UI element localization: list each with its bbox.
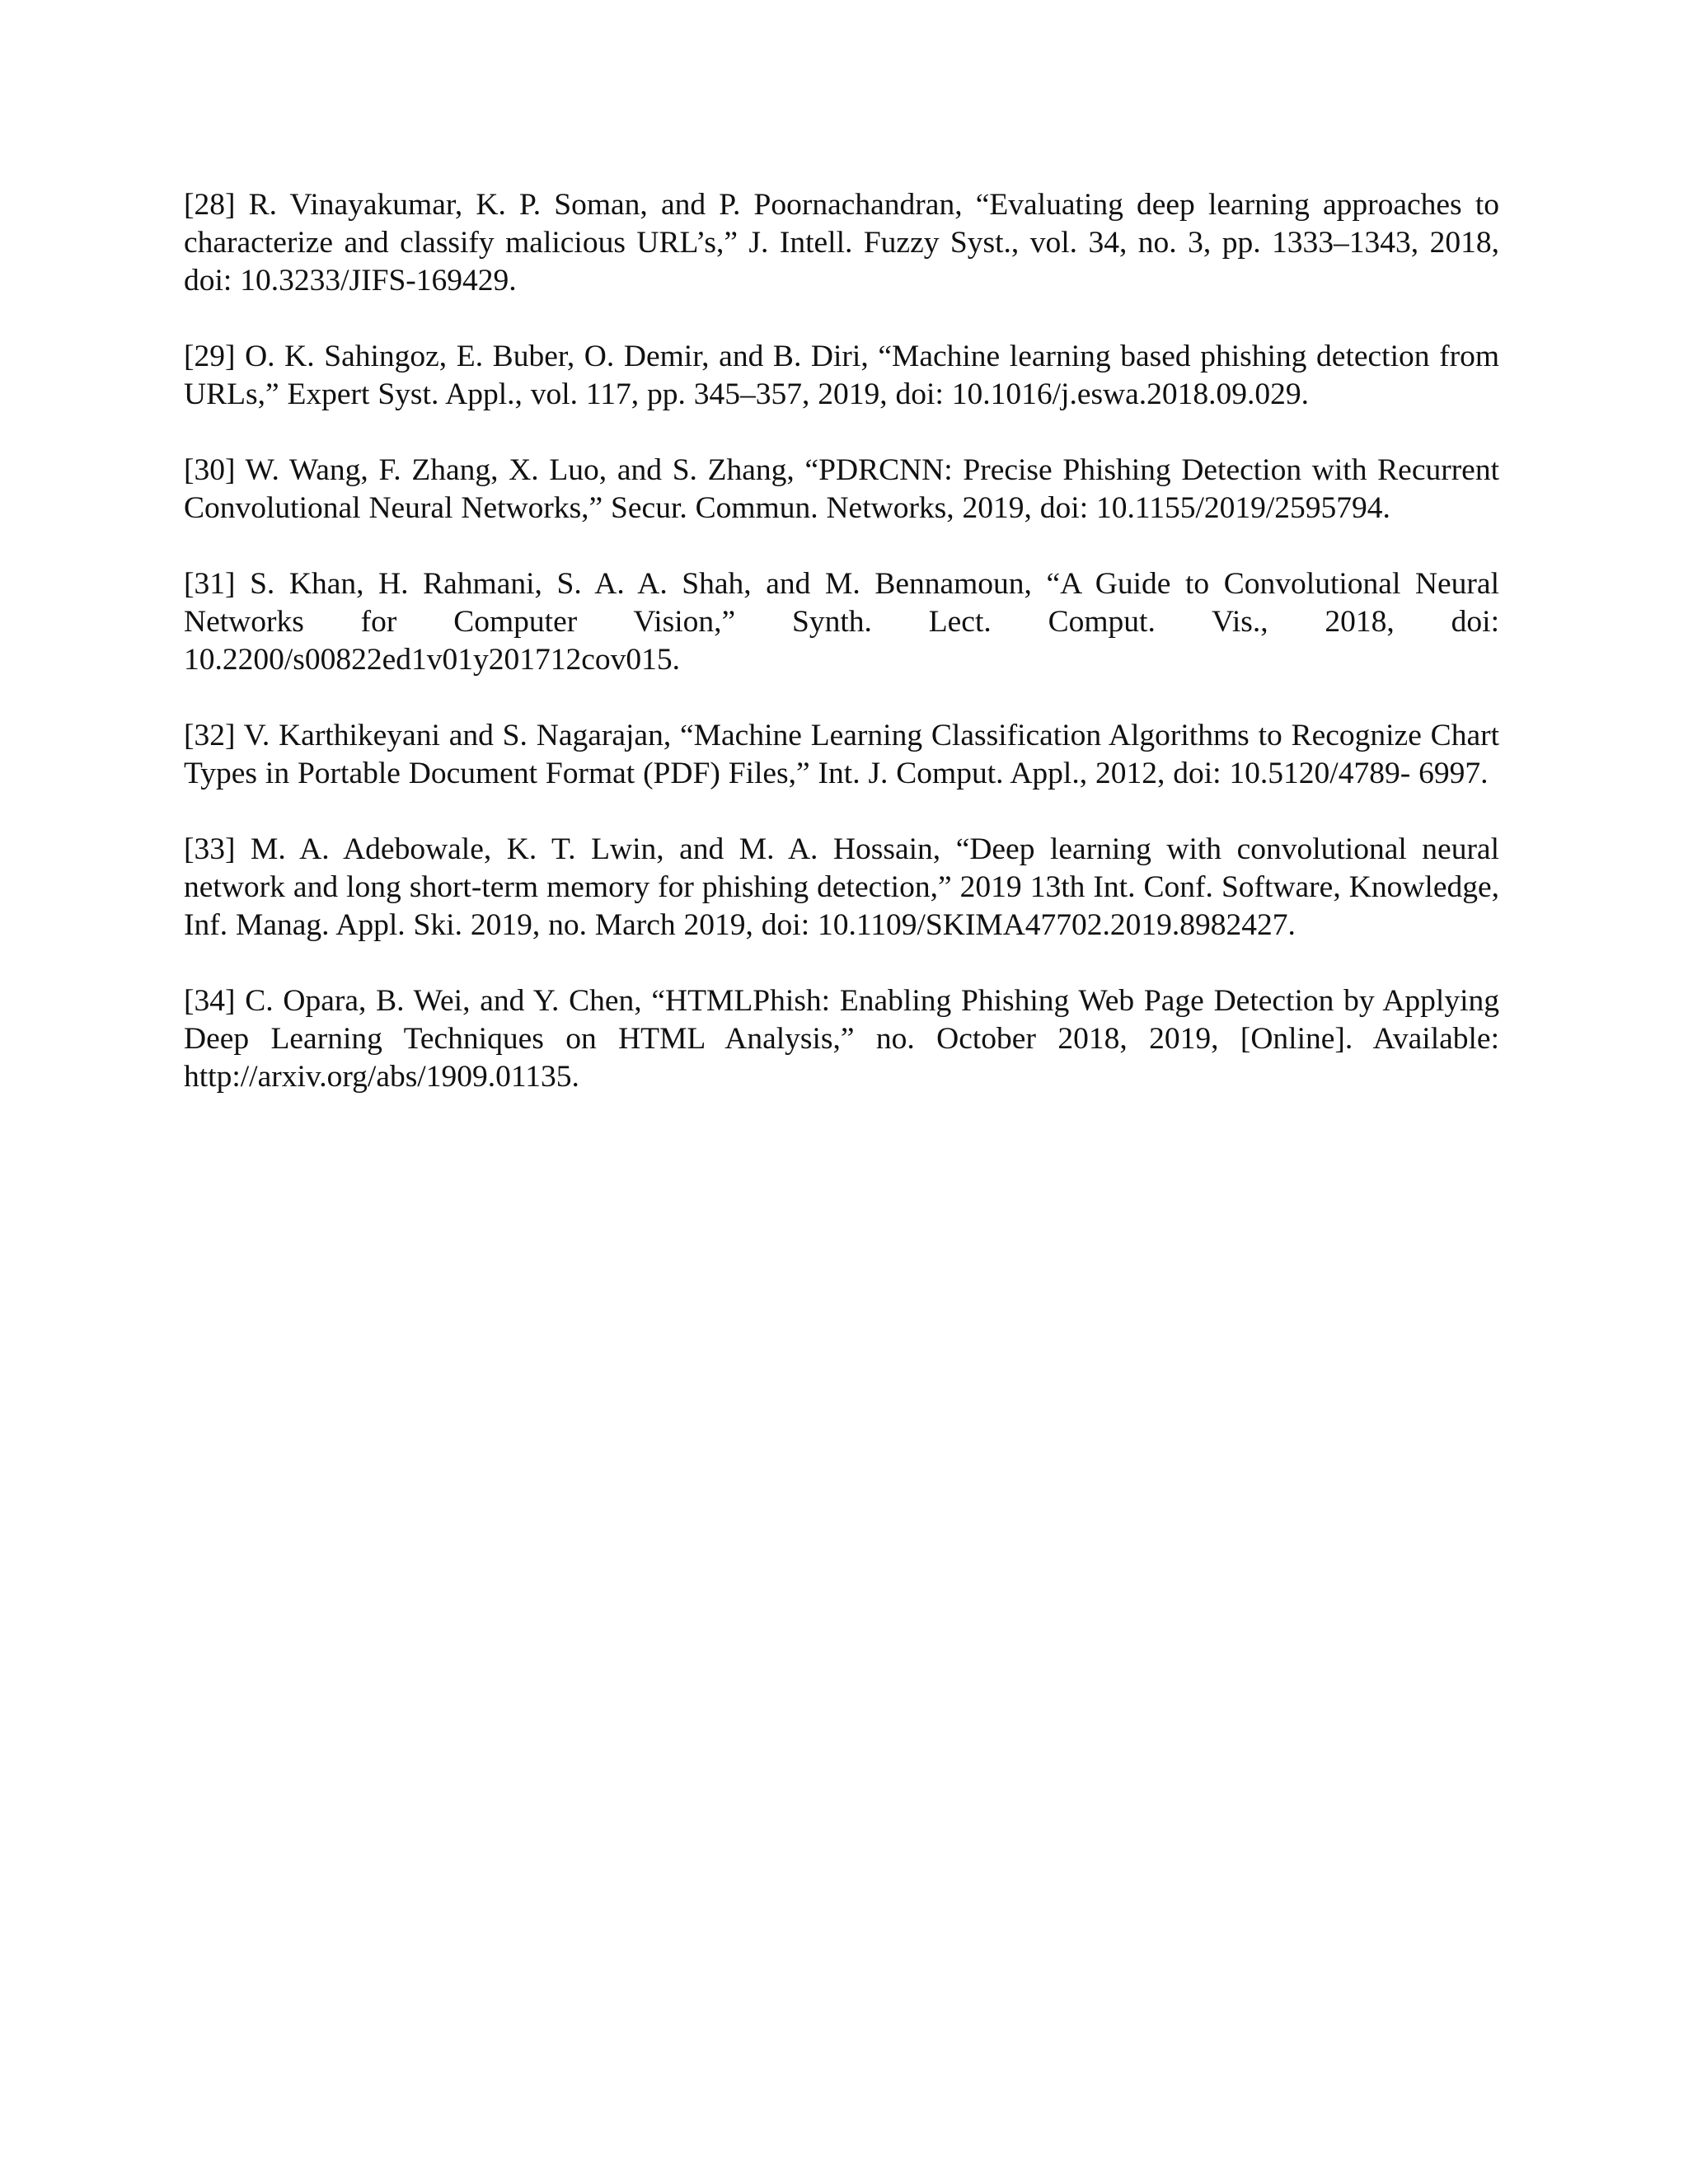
reference-32: [32] V. Karthikeyani and S. Nagarajan, “Machine Learning Classification Algorithms to Recognize Chart Types in Portable Document Format (PDF) Files,” Int. J. Comput. Appl., 2012, doi: 10.5120/4789- 6997.: [184, 719, 1499, 790]
reference-29: [29] O. K. Sahingoz, E. Buber, O. Demir, and B. Diri, “Machine learning based phishing detection from URLs,” Expert Syst. Appl., vol. 117, pp. 345–357, 2019, doi: 10.1016/j.eswa.2018.09.029.: [184, 340, 1499, 411]
reference-34: [34] C. Opara, B. Wei, and Y. Chen, “HTMLPhish: Enabling Phishing Web Page Detection by Applying Deep Learning Techniques on HTML Analysis,” no. October 2018, 2019, [Online]. Available: http://arxiv.org/abs/1909.01135.: [184, 984, 1499, 1094]
reference-list: [184, 186, 1499, 1134]
reference-28: [28] R. Vinayakumar, K. P. Soman, and P. Poornachandran, “Evaluating deep learning approaches to characterize and classify malicious URL’s,” J. Intell. Fuzzy Syst., vol. 34, no. 3, pp. 1333–1343, 2018, doi: 10.3233/JIFS-169429.: [184, 188, 1499, 298]
reference-33: [33] M. A. Adebowale, K. T. Lwin, and M. A. Hossain, “Deep learning with convolutional neural network and long short-term memory for phishing detection,” 2019 13th Int. Conf. Software, Knowledge, Inf. Manag. Appl. Ski. 2019, no. March 2019, doi: 10.1109/SKIMA47702.2019.8982427.: [184, 832, 1499, 942]
reference-31: [31] S. Khan, H. Rahmani, S. A. A. Shah, and M. Bennamoun, “A Guide to Convolutional Neural Networks for Computer Vision,” Synth. Lect. Comput. Vis., 2018, doi: 10.2200/s00822ed1v01y201712cov015.: [184, 567, 1499, 677]
reference-30: [30] W. Wang, F. Zhang, X. Luo, and S. Zhang, “PDRCNN: Precise Phishing Detection with Recurrent Convolutional Neural Networks,” Secur. Commun. Networks, 2019, doi: 10.1155/2019/2595794.: [184, 453, 1499, 525]
